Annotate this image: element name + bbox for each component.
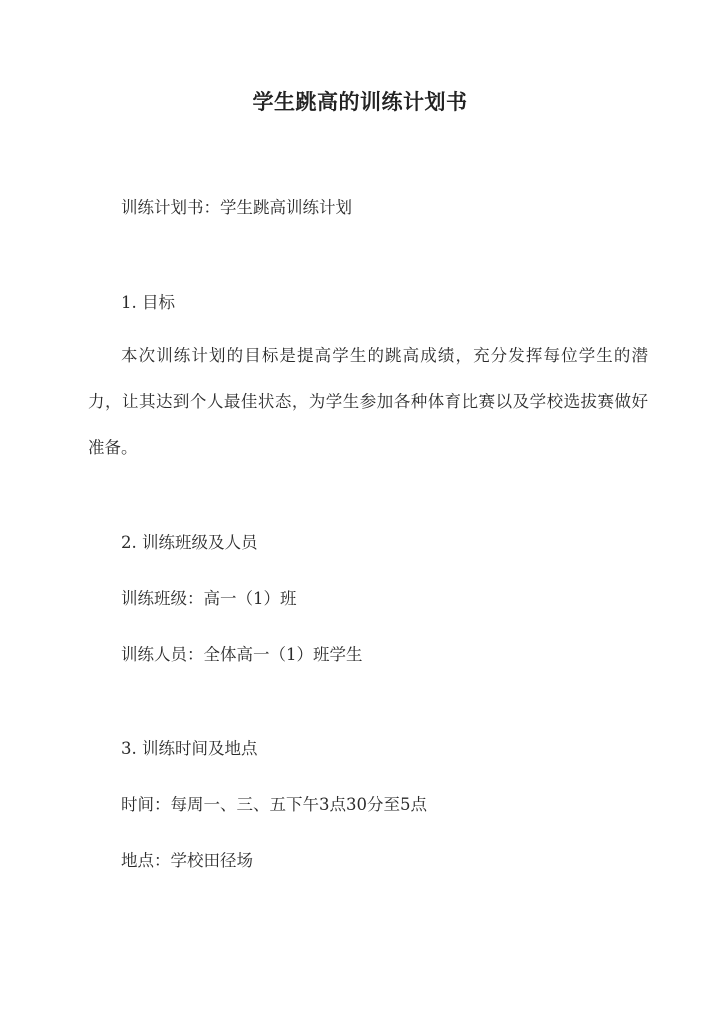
members-line: 训练人员：全体高一（1）班学生 bbox=[121, 645, 363, 664]
section-paragraph-goal: 本次训练计划的目标是提高学生的跳高成绩，充分发挥每位学生的潜力，让其达到个人最佳状态，为学生参加各种体育比赛以及学校选拔赛做好准备。 bbox=[88, 346, 648, 457]
intro-line: 训练计划书：学生跳高训练计划 bbox=[121, 198, 352, 217]
document-title: 学生跳高的训练计划书 bbox=[252, 89, 468, 114]
section-heading-time-place: 3. 训练时间及地点 bbox=[121, 739, 258, 758]
time-line: 时间：每周一、三、五下午3点30分至5点 bbox=[121, 795, 427, 814]
class-line: 训练班级：高一（1）班 bbox=[121, 589, 297, 608]
place-line: 地点：学校田径场 bbox=[121, 851, 253, 870]
section-heading-class: 2. 训练班级及人员 bbox=[121, 533, 258, 552]
section-heading-goal: 1. 目标 bbox=[121, 293, 175, 312]
